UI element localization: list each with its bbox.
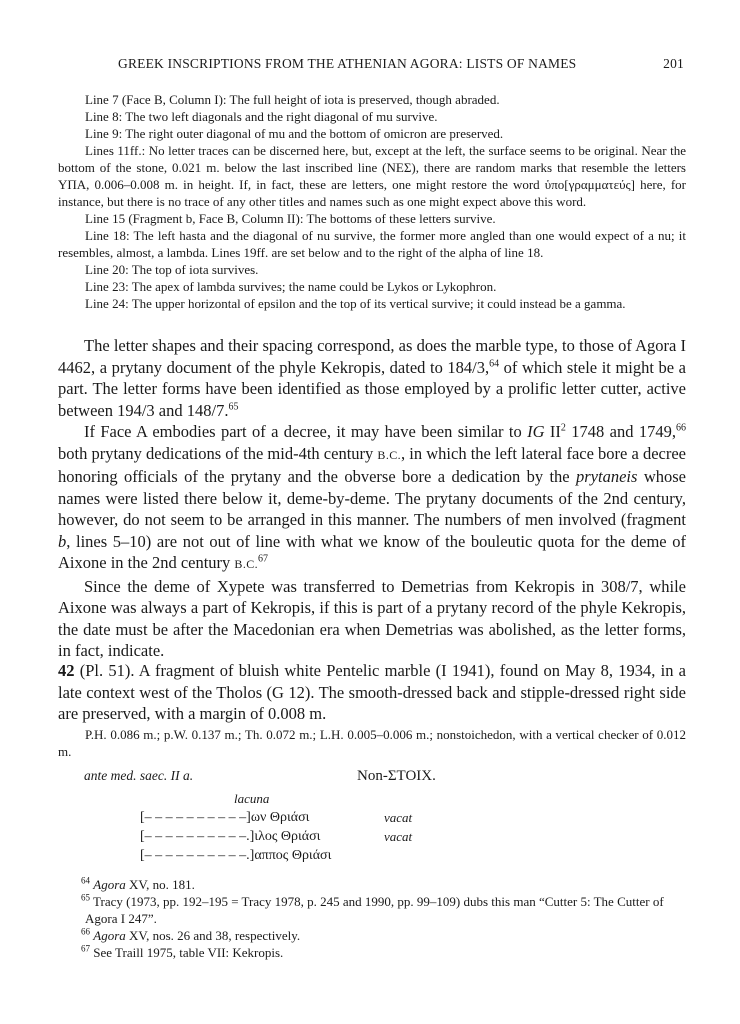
- vacat: vacat: [384, 810, 413, 825]
- footnote: $^{66}$ Agora XV, nos. 26 and 38, respectively.: [81, 926, 301, 943]
- catalogue-entry: 42 (Pl. 51). A fragment of bluish white Pentelic marble (I 1941), found on May 8, 1934, in a late context west of the Tholos (G 12). The smooth-dressed back and stipple-dressed right side are preserved, with a margin of 0.008 m.: [58, 661, 686, 723]
- inscription-line: [– – – – – – – – – –.]ιλος Θριάσι vacat: [140, 829, 413, 844]
- footnotes: [58, 876, 686, 961]
- measurements: P.H. 0.086 m.; p.W. 0.137 m.; Th. 0.072 m.; L.H. 0.005–0.006 m.; nonstoichedon, with a vertical checker of 0.012 m.: [58, 727, 686, 759]
- entry-number: 42: [58, 661, 75, 680]
- footnote: $^{65}$ Tracy (1973, pp. 192–195 = Tracy 1978, p. 245 and 1990, pp. 99–109) dubs this man “Cutter 5: The Cutter of Agora I 247”.: [81, 892, 664, 926]
- footnote-ref: 65: [228, 401, 239, 412]
- lacuna-label: lacuna: [234, 791, 270, 806]
- inscription-text: [140, 808, 413, 865]
- footnote: $^{64}$ Agora XV, no. 181.: [81, 875, 195, 892]
- line-notes: [58, 91, 686, 312]
- footnote-ref: 64: [489, 358, 500, 369]
- commentary: [58, 335, 686, 662]
- line-note: Line 24: The upper horizontal of epsilon and the top of its vertical survive; it could instead be a gamma.: [85, 296, 626, 311]
- footnote-ref: 66: [676, 422, 686, 434]
- footnote-ref: 67: [258, 553, 269, 565]
- line-note: Line 8: The two left diagonals and the right diagonal of mu survive.: [85, 109, 438, 124]
- line-note: Line 7 (Face B, Column I): The full height of iota is preserved, though abraded.: [85, 92, 500, 107]
- line-note: Line 23: The apex of lambda survives; the name could be Lykos or Lykophron.: [85, 279, 497, 294]
- page-number: 201: [663, 56, 684, 71]
- line-note: Line 9: The right outer diagonal of mu and the bottom of omicron are preserved.: [85, 126, 504, 141]
- line-note: Line 15 (Fragment b, Face B, Column II): The bottoms of these letters survive.: [85, 211, 496, 226]
- paragraph: Since the deme of Xypete was transferred to Demetrias from Kekropis in 308/7, while Aixone was always a part of Kekropis, if this is part of a prytany record of the phyle Kekropis, the date must be after the Macedonian era when Demetrias was abolished, as the letter forms, in fact, indicate.: [58, 576, 686, 660]
- running-header: [118, 56, 684, 76]
- inscription-type: Non-ΣΤΟΙΧ.: [357, 768, 436, 784]
- inscription-line: [– – – – – – – – – –]ων Θριάσι vacat: [140, 810, 413, 825]
- footnote: $^{67}$ See Traill 1975, table VII: Kekropis.: [81, 943, 284, 960]
- paragraph: If Face A embodies part of a decree, it may have been similar to IG $II^2$ 1748 and 1749,66 both prytany dedications of the mid-4th century B.C., in which the left lateral face bore a decree honoring officials of the prytany and the obverse bore a dedication by the prytaneis whose names were listed there below it, deme-by-deme. The prytany documents of the 2nd century, however, do not seem to be arranged in this manner. The numbers of men involved (fragment b, lines 5–10) are not out of line with what we know of the bouleutic quota for the deme of Aixone in the 2nd century B.C.$^{67}$: [58, 422, 686, 572]
- paragraph: The letter shapes and their spacing correspond, as does the marble type, to those of Agora I 4462, a prytany document of the phyle Kekropis, dated to 184/3,64 of which stele it might be a part. The letter forms have been identified as those employed by a prolific letter cutter, active between 194/3 and 148/7.65: [58, 336, 686, 420]
- running-title: GREEK INSCRIPTIONS FROM THE ATHENIAN AGORA: LISTS OF NAMES: [118, 56, 577, 71]
- line-note: Lines 11ff.: No letter traces can be discerned here, but, except at the left, the surface seems to be original. Near the bottom of the stone, 0.021 m. below the last inscribed line (ΝΕΣ), there are random marks that resemble the letters ΥΠΑ, 0.006–0.008 m. in height. If, in fact, these are letters, one might restore the word ὑπο[γραμματεύς] here, for instance, but there is no trace of any other titles and names such as one might expect above this word.: [58, 143, 686, 209]
- vacat: vacat: [384, 829, 413, 844]
- inscription-date: ante med. saec. II a.: [84, 768, 194, 783]
- line-note: Line 20: The top of iota survives.: [85, 262, 259, 277]
- line-note: Line 18: The left hasta and the diagonal of nu survive, the former more angled than one would expect of a nu; it resembles, almost, a lambda. Lines 19ff. are set below and to the right of the alpha of line 18.: [58, 228, 686, 260]
- inscription-line: [– – – – – – – – – –.]αππος Θριάσι: [140, 848, 332, 863]
